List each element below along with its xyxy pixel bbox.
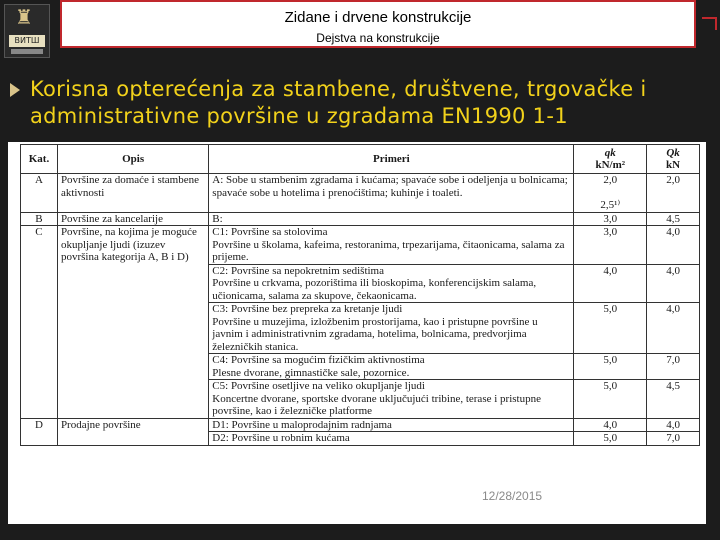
- cell-kat: C: [21, 226, 58, 419]
- cell-qk: 4,0: [574, 264, 647, 303]
- primer-desc: Površine u školama, kafeima, restoranima, trpezarijama, čitaonicama, salama za prijeme.: [212, 238, 565, 263]
- primer-title: C1: Površine sa stolovima: [212, 226, 328, 238]
- header-Qk-symbol: Qk: [666, 146, 680, 159]
- cell-Qk: 4,5: [647, 212, 700, 226]
- cell-primer: [209, 354, 574, 380]
- cell-primer: B:: [209, 212, 574, 226]
- primer-desc: Koncertne dvorane, sportske dvorane uključujući tribine, terase i pristupne površine, kao i železničke platforme: [212, 392, 541, 417]
- cell-qk: 5,0: [574, 432, 647, 446]
- cell-primer: [209, 380, 574, 419]
- crown-icon: ♜: [15, 7, 33, 29]
- corner-mark-icon: [700, 0, 720, 30]
- header-qk: [574, 145, 647, 174]
- table-row: [21, 212, 700, 226]
- primer-desc: Površine u muzejima, izložbenim prostorijama, kao i pristupne površine u javnim i administrativnim zgradama, hotelima, bolnicama, predvorjima železničkih stanica.: [212, 315, 538, 353]
- cell-kat: A: [21, 174, 58, 213]
- page-subtitle: Dejstva na konstrukcije: [316, 31, 440, 45]
- header-opis: Opis: [57, 145, 208, 174]
- cell-primer: D1: Površine u maloprodajnim radnjama: [209, 418, 574, 432]
- table-header-row: [21, 145, 700, 174]
- cell-qk: 5,0: [574, 354, 647, 380]
- cell-qk-value: 2,0: [603, 174, 618, 186]
- primer-desc: Plesne dvorane, gimnastičke sale, pozornice.: [212, 366, 410, 379]
- header-kat: Kat.: [21, 145, 58, 174]
- primer-title: C3: Površine bez prepreka za kretanje ljudi: [212, 303, 403, 315]
- cell-qk: 3,0: [574, 226, 647, 265]
- cell-Qk: 4,0: [647, 226, 700, 265]
- title-box: [60, 0, 696, 48]
- header-qk-unit: kN/m²: [595, 159, 626, 171]
- load-table: [20, 144, 700, 446]
- cell-qk-value-alt: 2,5¹⁾: [600, 199, 621, 211]
- cell-qk: 4,0: [574, 418, 647, 432]
- cell-Qk: 2,0: [647, 174, 700, 213]
- logo-underline: [11, 49, 43, 54]
- cell-qk: 5,0: [574, 380, 647, 419]
- cell-Qk: 7,0: [647, 432, 700, 446]
- header-primeri: Primeri: [209, 145, 574, 174]
- cell-kat: D: [21, 418, 58, 445]
- slide-date: 12/28/2015: [482, 489, 543, 503]
- table-row: [21, 226, 700, 265]
- header-Qk: [647, 145, 700, 174]
- cell-Qk: 4,0: [647, 418, 700, 432]
- cell-Qk: 4,0: [647, 264, 700, 303]
- primer-title: C5: Površine osetljive na veliko okupljanje ljudi: [212, 380, 425, 392]
- cell-qk: [574, 174, 647, 213]
- cell-primer: [209, 226, 574, 265]
- primer-title: C2: Površine sa nepokretnim sedištima: [212, 264, 384, 277]
- logo: [4, 4, 50, 58]
- load-table-image: [8, 142, 706, 524]
- cell-primer: [209, 264, 574, 303]
- header-qk-symbol: qk: [604, 146, 616, 159]
- cell-qk: 5,0: [574, 303, 647, 354]
- cell-primer: [209, 303, 574, 354]
- logo-text: ВИТШ: [9, 35, 45, 47]
- bullet-icon: [10, 83, 20, 97]
- page-title: Zidane i drvene konstrukcije: [284, 9, 472, 26]
- cell-Qk: 4,5: [647, 380, 700, 419]
- cell-kat: B: [21, 212, 58, 226]
- cell-opis: Površine za kancelarije: [57, 212, 208, 226]
- cell-Qk: 4,0: [647, 303, 700, 354]
- table-row: [21, 418, 700, 432]
- slide-heading: Korisna opterećenja za stambene, društvene, trgovačke i administrativne površine u zgradama EN1990 1-1: [30, 77, 647, 128]
- cell-opis: Prodajne površine: [57, 418, 208, 445]
- cell-opis: Površine, na kojima je moguće okupljanje ljudi (izuzev površina kategorija A, B i D): [57, 226, 208, 419]
- cell-primer: A: Sobe u stambenim zgradama i kućama; spavaće sobe i odeljenja u bolnicama; spavaće sobe u hotelima i prenoćištima; kuhinje i toaleti.: [209, 174, 574, 213]
- cell-opis: Površine za domaće i stambene aktivnosti: [57, 174, 208, 213]
- primer-desc: Površine u crkvama, pozorištima ili bioskopima, konferencijskim salama, učionicama, salama za skupove, čekaonicama.: [212, 277, 537, 302]
- cell-primer: D2: Površine u robnim kućama: [209, 432, 574, 446]
- cell-Qk: 7,0: [647, 354, 700, 380]
- cell-qk: 3,0: [574, 212, 647, 226]
- table-row: [21, 174, 700, 213]
- header-Qk-unit: kN: [666, 159, 681, 171]
- primer-title: C4: Površine sa mogućim fizičkim aktivnostima: [212, 354, 425, 366]
